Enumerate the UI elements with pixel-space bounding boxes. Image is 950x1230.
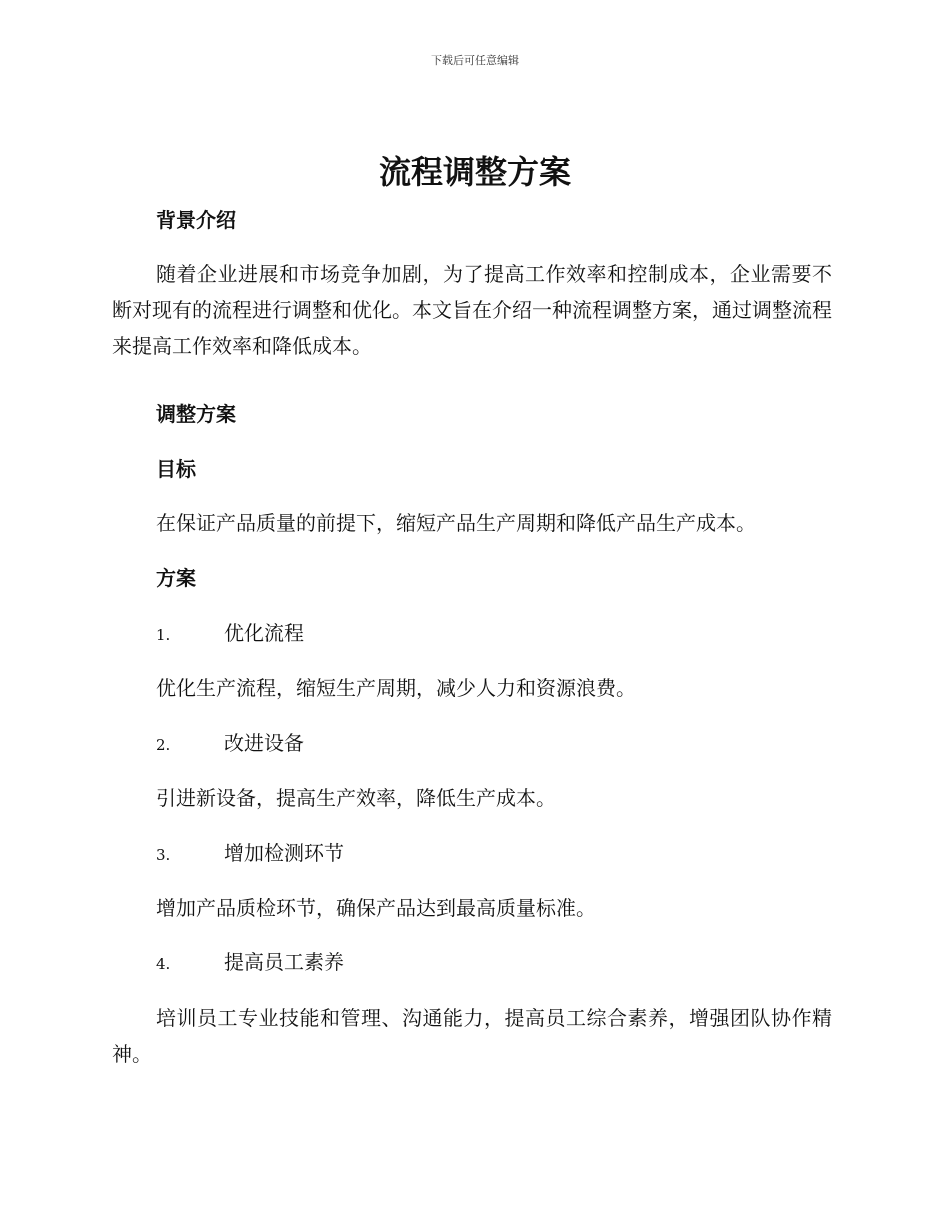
background-paragraph: 随着企业进展和市场竞争加剧，为了提高工作效率和控制成本，企业需要不断对现有的流程进行调整和优化。本文旨在介绍一种流程调整方案，通过调整流程来提高工作效率和降低成本。 <box>112 262 832 358</box>
heading-background: 背景介绍 <box>156 208 236 232</box>
goal-text: 在保证产品质量的前提下，缩短产品生产周期和降低产品生产成本。 <box>156 511 756 535</box>
list-item-3-description: 增加产品质检环节，确保产品达到最高质量标准。 <box>156 896 596 920</box>
list-item-number: 3. <box>156 846 171 864</box>
list-item-number: 4. <box>156 955 171 973</box>
list-item-title: 改进设备 <box>224 731 304 755</box>
list-item-4-description-block <box>112 1000 832 1072</box>
heading-goal: 目标 <box>156 457 196 481</box>
list-item-title: 提高员工素养 <box>224 950 344 974</box>
heading-scheme: 方案 <box>156 566 196 590</box>
list-item-number: 2. <box>156 736 171 754</box>
list-item-2 <box>156 729 304 759</box>
list-item-3 <box>156 839 344 869</box>
page-header: 下载后可任意编辑 <box>431 54 519 67</box>
list-item-4-description: 培训员工专业技能和管理、沟通能力，提高员工综合素养，增强团队协作精神。 <box>112 1006 832 1066</box>
list-item-1-description: 优化生产流程，缩短生产周期，减少人力和资源浪费。 <box>156 676 636 700</box>
heading-plan: 调整方案 <box>156 402 236 426</box>
list-item-title: 优化流程 <box>224 621 304 645</box>
list-item-2-description: 引进新设备，提高生产效率，降低生产成本。 <box>156 786 556 810</box>
list-item-number: 1. <box>156 626 171 644</box>
list-item-1 <box>156 619 304 649</box>
list-item-title: 增加检测环节 <box>224 841 344 865</box>
list-item-4 <box>156 948 344 978</box>
background-paragraph-block <box>112 256 832 364</box>
document-title: 流程调整方案 <box>378 153 571 191</box>
